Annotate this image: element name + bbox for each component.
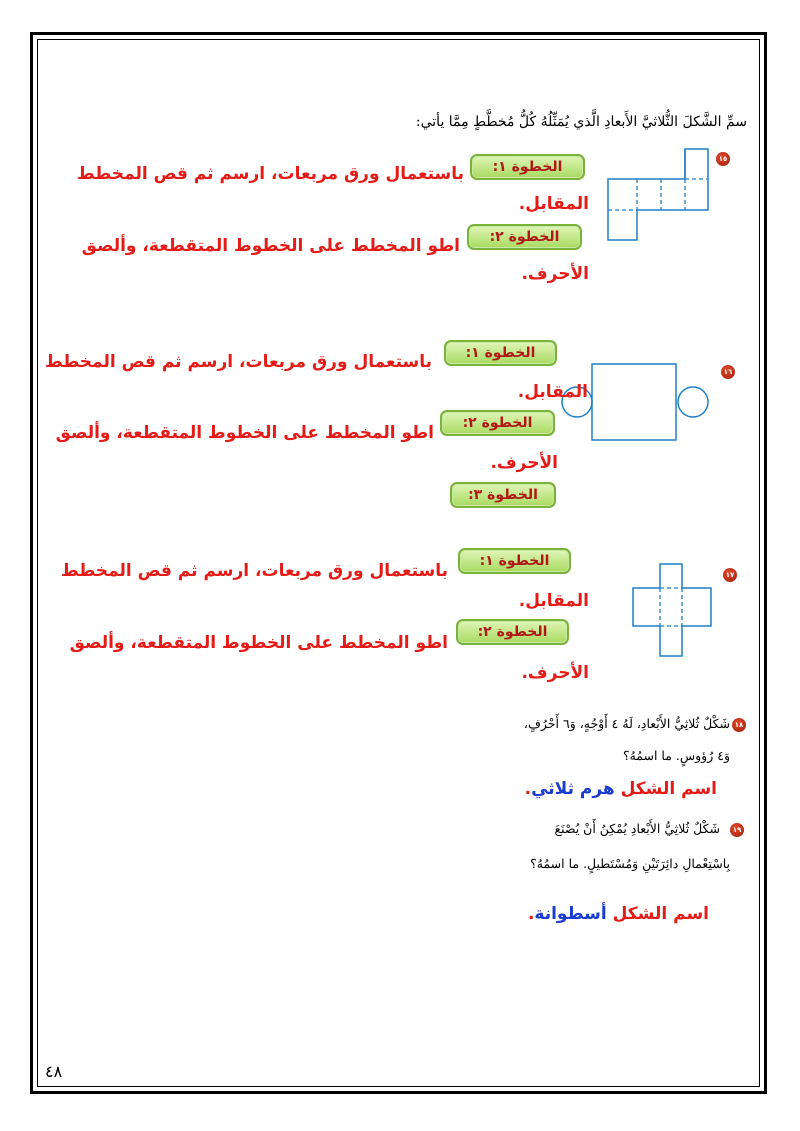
page-number: ٤٨	[45, 1062, 63, 1081]
exercise-number-badge: ١٥	[716, 152, 730, 166]
step-1-label: الخطوة ١:	[458, 548, 571, 574]
step-2-text-cont: الأحرف.	[490, 453, 558, 473]
step-1-text: باستعمال ورق مربعات، ارسم ثم قص المخطط	[77, 164, 464, 184]
answer-value: أسطوانة	[534, 904, 607, 924]
step-1-text-cont: المقابل.	[518, 591, 589, 611]
question-number-badge: ١٩	[730, 823, 744, 837]
answer-period: .	[524, 779, 532, 799]
question-text-cont: بِاسْتِعْمالِ دائِرَتَيْنِ وَمُسْتَطيلٍ. ما اسمُهُ؟	[530, 856, 730, 871]
answer-period: .	[527, 904, 535, 924]
answer-prefix: اسم الشكل	[612, 904, 709, 924]
step-2-label: الخطوة ٢:	[456, 619, 569, 645]
step-2-text: اطو المخطط على الخطوط المتقطعة، وألصق	[55, 423, 434, 443]
answer-text	[525, 779, 717, 799]
question-number-badge: ١٨	[732, 718, 746, 732]
step-3-label: الخطوة ٣:	[450, 482, 556, 508]
exercise-number-badge: ١٧	[723, 568, 737, 582]
step-2-text: اطو المخطط على الخطوط المتقطعة، وألصق	[69, 633, 448, 653]
step-1-text-cont: المقابل.	[518, 194, 589, 214]
answer-value: هرم ثلاثي	[531, 779, 615, 799]
step-1-label: الخطوة ١:	[470, 154, 585, 180]
exercise-number-badge: ١٦	[721, 365, 735, 379]
step-2-text: اطو المخطط على الخطوط المتقطعة، وألصق	[81, 236, 460, 256]
cylinder-net-figure	[560, 362, 710, 444]
step-2-label: الخطوة ٢:	[440, 410, 555, 436]
prism-net-figure	[600, 145, 712, 245]
step-2-label: الخطوة ٢:	[467, 224, 582, 250]
question-text-cont: وَ٤ رُؤوسٍ. ما اسمُهُ؟	[622, 748, 730, 763]
step-1-text: باستعمال ورق مربعات، ارسم ثم قص المخطط	[45, 352, 432, 372]
step-2-text-cont: الأحرف.	[521, 663, 589, 683]
step-2-text-cont: الأحرف.	[521, 264, 589, 284]
step-1-text: باستعمال ورق مربعات، ارسم ثم قص المخطط	[61, 561, 448, 581]
instruction-text: سمِّ الشَّكلَ الثُّلاثيَّ الأَبعادِ الَّذي يُمَثِّلُهُ كُلُّ مُخطَّطٍ مِمَّا يأتي:	[415, 114, 747, 130]
answer-prefix: اسم الشكل	[620, 779, 717, 799]
step-1-text-cont: المقابل.	[517, 382, 588, 402]
cube-net-figure	[627, 560, 717, 660]
step-1-label: الخطوة ١:	[444, 340, 557, 366]
answer-text	[528, 904, 709, 924]
question-text: شَكْلٌ ثُلاثِيُّ الأَبْعادِ، لَهُ ٤ أَوْجُهٍ، وَ٦ أَحْرُفٍ،	[523, 716, 730, 731]
question-text: شَكْلٌ ثُلاثِيُّ الأَبْعادِ يُمْكِنُ أَنْ يُصْنَعَ	[554, 821, 720, 836]
